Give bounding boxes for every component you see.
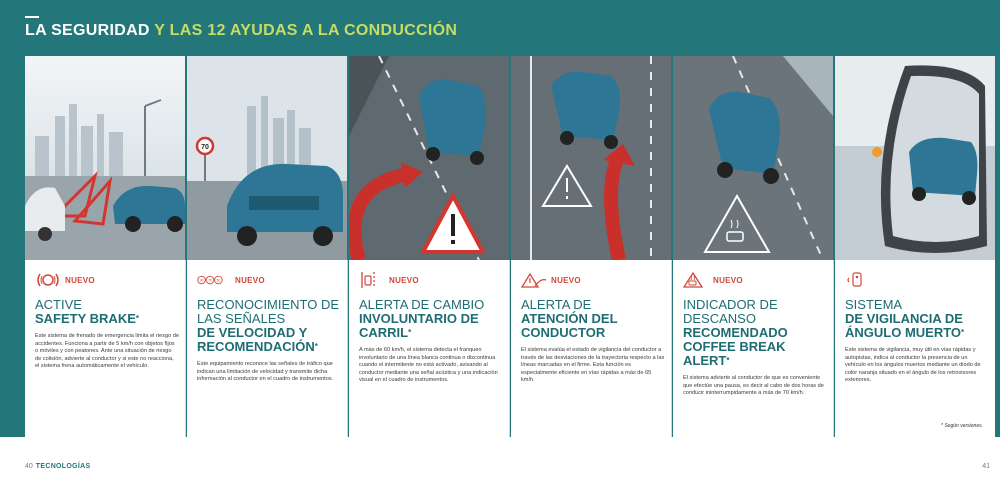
footnote-star: * bbox=[314, 342, 318, 351]
photo-driver-attention bbox=[511, 56, 671, 260]
page-footer bbox=[0, 437, 1000, 485]
svg-text:50: 50 bbox=[216, 278, 221, 283]
panel-heading-bold bbox=[359, 312, 503, 340]
footnote-versions: * Según versiones. bbox=[941, 423, 983, 429]
panel-description: A más de 60 km/h, el sistema detecta el franqueo involuntario de una línea blanca continua o discontinua cuando el intermitente no está activado, avisando al conductor mediante una señal acústica y una indicación visual en el cuadro de instrumentos. bbox=[359, 347, 498, 384]
heading-bold-text: DE VIGILANCIA DE ÁNGULO MUERTO bbox=[845, 311, 963, 340]
panel-heading-light: RECONOCIMIENTO DE LAS SEÑALES bbox=[197, 297, 340, 326]
heading-bold-text: ATENCIÓN DEL CONDUCTOR bbox=[521, 311, 618, 340]
svg-text:90: 90 bbox=[199, 278, 204, 283]
title-part2: Y LAS 12 AYUDAS A LA CONDUCCIÓN bbox=[149, 22, 458, 39]
heading-bold-text: SAFETY BRAKE bbox=[35, 311, 136, 326]
new-badge: NUEVO bbox=[65, 275, 95, 285]
heading-bold-text: RECOMENDADO COFFEE BREAK ALERT bbox=[683, 325, 788, 368]
panel-description: El sistema evalúa el estado de vigilancia del conductor a través de las desviaciones de la trayectoria respecto a las líneas marcadas en el firme. Esta función es especialmente eficiente en vías rápidas a más de 65 km/h. bbox=[521, 347, 665, 384]
footnote-star: * bbox=[408, 328, 412, 337]
footnote-star: * bbox=[135, 314, 140, 323]
photo-blind-spot bbox=[835, 56, 995, 260]
panel-heading-bold bbox=[683, 326, 827, 368]
speed-sign-label: 70 bbox=[201, 144, 209, 151]
svg-text:70: 70 bbox=[208, 278, 212, 283]
heading-bold-text: INVOLUNTARIO DE CARRIL bbox=[359, 311, 479, 340]
panel-heading-bold bbox=[521, 312, 665, 340]
panel-lane-departure bbox=[349, 56, 509, 437]
new-badge: NUEVO bbox=[235, 275, 265, 285]
page-title bbox=[25, 22, 457, 40]
heading-bold-text: DE VELOCIDAD Y RECOMENDACIÓN bbox=[197, 325, 315, 354]
page-number-right: 41 bbox=[982, 463, 990, 470]
new-badge: NUEVO bbox=[389, 275, 419, 285]
panel-heading-bold bbox=[35, 312, 179, 326]
panel-divider bbox=[185, 260, 186, 437]
panel-divider bbox=[347, 260, 348, 437]
feature-panels bbox=[25, 56, 993, 437]
page-number-left: 40 bbox=[25, 463, 33, 470]
coffee-break-icon bbox=[683, 271, 709, 289]
panel-divider bbox=[671, 260, 672, 437]
panel-heading-light: ACTIVE bbox=[35, 297, 82, 312]
panel-description: El sistema advierte al conductor de que es conveniente que efectúe una pausa, es decir al cabo de dos horas de conducir ininterrumpidamente a más de 70 km/h. bbox=[683, 375, 824, 397]
lane-departure-icon bbox=[359, 271, 385, 289]
panel-blind-spot-monitoring bbox=[835, 56, 995, 437]
panel-coffee-break-alert bbox=[673, 56, 833, 437]
blind-spot-icon bbox=[845, 271, 871, 289]
brake-icon bbox=[35, 271, 61, 289]
panel-description: Este equipamiento reconoce las señales de tráfico que indican una limitación de velocidad y transmite dicha información al conductor en el cuadro de instrumentos. bbox=[197, 361, 334, 383]
panel-heading-light: ALERTA DE CAMBIO bbox=[359, 297, 485, 312]
title-rule bbox=[25, 16, 39, 18]
panel-description: Este sistema de frenado de emergencia limita el riesgo de accidentes. Funciona a partir de 5 km/h con objetos fijos o móviles y con peatones. Ante una situación de riesgo de colisión, advierte al conductor y si este no reacciona, el sistema frena automáticamente el vehículo. bbox=[35, 333, 179, 370]
panel-driver-attention bbox=[511, 56, 671, 437]
footnote-star: * bbox=[961, 328, 965, 337]
panel-divider bbox=[833, 260, 834, 437]
footnote-star: * bbox=[726, 356, 730, 365]
panel-heading-light: INDICADOR DE DESCANSO bbox=[683, 297, 778, 326]
panel-heading-light: SISTEMA bbox=[845, 297, 903, 312]
photo-speed-signs bbox=[187, 56, 347, 260]
panel-description: Este sistema de vigilancia, muy útil en vías rápidas y autopistas, indica al conductor la presencia de un vehículo en los ángulos muertos mediante un diodo de color naranja situado en el ángulo de los retrovisores exteriores. bbox=[845, 347, 981, 384]
driver-attention-icon bbox=[521, 271, 547, 289]
panel-heading-bold bbox=[845, 312, 989, 340]
section-name: TECNOLOGÍAS bbox=[35, 463, 91, 470]
title-part1: LA SEGURIDAD bbox=[25, 22, 150, 39]
speed-signs-icon bbox=[197, 271, 223, 289]
panel-heading-bold bbox=[197, 326, 341, 354]
footer-left bbox=[25, 463, 90, 470]
photo-safety-brake bbox=[25, 56, 185, 260]
new-badge: NUEVO bbox=[551, 275, 581, 285]
panel-heading-light: ALERTA DE bbox=[521, 297, 592, 312]
photo-lane-departure bbox=[349, 56, 509, 260]
new-badge: NUEVO bbox=[713, 275, 743, 285]
panel-active-safety-brake bbox=[25, 56, 185, 437]
photo-coffee-break bbox=[673, 56, 833, 260]
panel-divider bbox=[509, 260, 510, 437]
panel-speed-sign-recognition bbox=[187, 56, 347, 437]
